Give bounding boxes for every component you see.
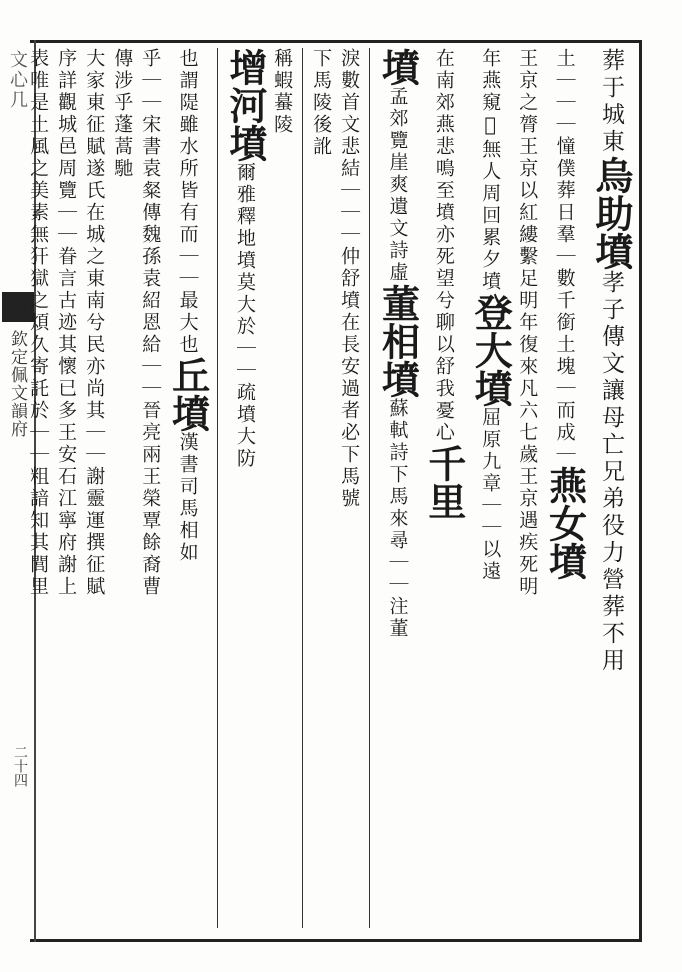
spine-page-number: 二十四 bbox=[12, 745, 28, 787]
text-column bbox=[164, 48, 210, 928]
page-frame-top bbox=[30, 40, 642, 43]
entry-heading: 董相墳 bbox=[375, 284, 421, 398]
entry-heading: 丘墳 bbox=[165, 356, 211, 432]
text-column bbox=[108, 48, 136, 928]
text-column bbox=[217, 48, 268, 928]
text-segment: 稱蝦蟇陵 bbox=[271, 48, 294, 136]
text-column bbox=[541, 48, 587, 928]
text-segment: 孝子傳文讓母亡兄弟役力營葬不用 bbox=[598, 270, 624, 675]
text-column bbox=[513, 48, 541, 928]
main-text-block bbox=[27, 48, 634, 928]
text-column bbox=[302, 48, 335, 928]
entry-heading: 燕女墳 bbox=[542, 466, 588, 580]
entry-heading: 烏助墳 bbox=[589, 156, 634, 270]
page-frame-right bbox=[639, 40, 642, 942]
text-segment: 葬于城東 bbox=[598, 48, 624, 156]
text-column bbox=[80, 48, 108, 928]
text-segment: 乎｜｜宋書袁粲傳魏孫袁紹恩給｜｜晉亮兩王榮覃餘裔曹 bbox=[139, 48, 162, 598]
text-column bbox=[24, 48, 52, 928]
text-segment: 在南郊燕悲鳴至墳亦死 bbox=[432, 48, 455, 268]
text-segment: 爾雅釋地墳莫大於｜｜疏墳大防 bbox=[234, 162, 257, 470]
text-column bbox=[52, 48, 80, 928]
text-segment: 屈原九章｜｜以遠 bbox=[479, 407, 502, 583]
entry-heading: 墳 bbox=[375, 48, 421, 86]
text-segment: 漢書司馬相如 bbox=[176, 432, 199, 564]
text-segment: 序詳觀城邑周覽｜｜眷言古迹其懷已多王安石江寧府謝上 bbox=[55, 48, 78, 598]
text-column bbox=[335, 48, 363, 928]
text-segment: 孟郊覽崖爽遺文詩虛 bbox=[386, 86, 409, 284]
entry-heading: 增河墳 bbox=[223, 48, 269, 162]
page-frame-bottom bbox=[30, 939, 642, 942]
entry-heading: 登大墳 bbox=[468, 293, 514, 407]
text-column bbox=[369, 48, 420, 928]
text-segment: 望兮聊以舒我憂心 bbox=[432, 268, 455, 444]
text-segment: 大家東征賦遂氏在城之東南兮民亦尚其｜｜謝靈運撰征賦 bbox=[83, 48, 106, 598]
spine-top-text: 文心几 bbox=[7, 50, 28, 110]
spine-book-title: 欽定佩文韻府 bbox=[7, 330, 27, 438]
text-column bbox=[467, 48, 513, 928]
text-segment: 仲舒墳在長安過者必下馬號 bbox=[338, 246, 361, 510]
text-segment: 憧僕葬日羣｜數千銜土塊｜而成｜ bbox=[553, 136, 576, 466]
text-segment: 也謂隄雖水所皆有而｜｜最大也 bbox=[176, 48, 199, 356]
text-segment: 王京之膂王京以紅縷繫足明年復來凡六七歲王京遇疾死明 bbox=[516, 48, 539, 598]
text-segment: 淚數首文悲結｜｜｜ bbox=[338, 48, 361, 246]
text-segment: 土｜｜｜ bbox=[553, 48, 576, 136]
text-column bbox=[136, 48, 164, 928]
text-segment: 傳涉乎蓬蒿馳 bbox=[111, 48, 134, 180]
text-column bbox=[268, 48, 296, 928]
text-column bbox=[588, 48, 634, 928]
text-segment: 下馬陵後訛 bbox=[310, 48, 333, 158]
entry-heading: 千里 bbox=[421, 444, 467, 520]
text-segment: 蘇軾詩下馬來尋｜｜注董 bbox=[386, 398, 409, 640]
text-segment: 年燕窺𤧧無人周回累夕墳 bbox=[479, 48, 502, 293]
text-column bbox=[421, 48, 467, 928]
text-segment: 表唯是土風之美素無犴獄之煩久寄託於｜｜粗諳知其閭里 bbox=[27, 48, 50, 598]
